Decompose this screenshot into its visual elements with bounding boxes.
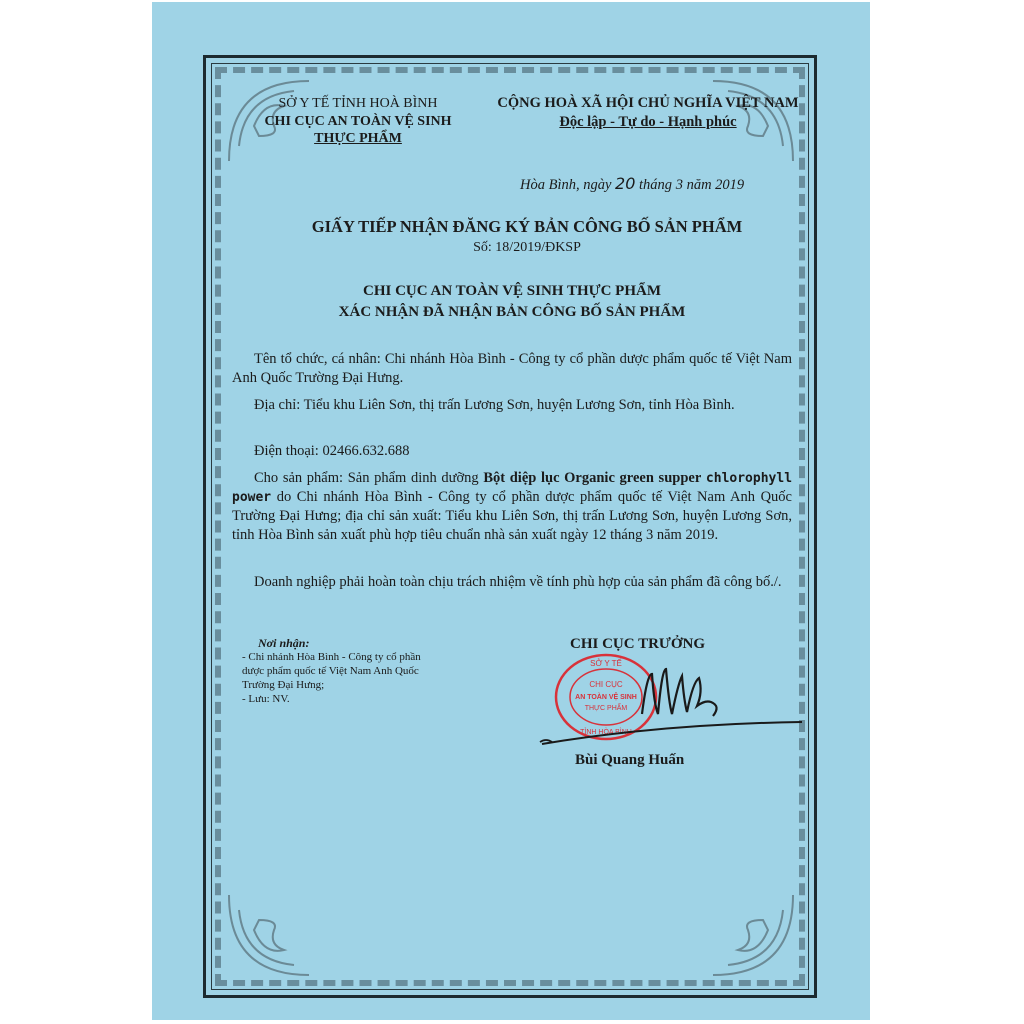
responsibility-paragraph: Doanh nghiệp phải hoàn toàn chịu trách nhiệm về tính phù hợp của sản phẩm đã công bố./.: [254, 574, 782, 590]
agency-name-line1: CHI CỤC AN TOÀN VỆ SINH: [264, 114, 452, 129]
date-prefix: Hòa Bình, ngày: [520, 177, 612, 193]
address-paragraph: Địa chỉ: Tiểu khu Liên Sơn, thị trấn Lương Sơn, huyện Lương Sơn, tỉnh Hòa Bình.: [254, 397, 735, 413]
date-year-label: năm: [686, 177, 712, 193]
handwritten-signature: [532, 656, 802, 756]
national-title: CỘNG HOÀ XÃ HỘI CHỦ NGHĨA VIỆT NAM: [497, 95, 799, 111]
product-intro: Cho sản phẩm: Sản phẩm dinh dưỡng: [254, 470, 484, 486]
product-name-suffix: chlorophyll power: [232, 471, 793, 505]
product-name: Bột diệp lục Organic green supper: [483, 470, 702, 486]
stamp-middle-text-2: AN TOÀN VỆ SINH: [575, 694, 637, 701]
issue-date: [520, 174, 744, 194]
recipients-block: [232, 636, 432, 706]
date-year: 2019: [715, 177, 745, 193]
stamp-middle-text-1: CHI CỤC: [589, 680, 623, 689]
date-month-label: tháng: [639, 177, 673, 193]
recipient-2: - Lưu: NV.: [242, 693, 290, 705]
agency-name-line2: [232, 130, 484, 147]
signer-name: Bùi Quang Huấn: [575, 752, 685, 768]
organization-paragraph: Tên tổ chức, cá nhân: Chi nhánh Hòa Bình - Công ty cổ phần dược phẩm quốc tế Việt Nam Anh Quốc Trường Đại Hưng.: [232, 351, 792, 386]
confirming-agency: CHI CỤC AN TOÀN VỆ SINH THỰC PHẨM: [363, 283, 661, 299]
document-number: Số: 18/2019/ĐKSP: [473, 240, 581, 255]
date-month: 3: [675, 177, 683, 193]
confirmation-statement: XÁC NHẬN ĐÃ NHẬN BẢN CÔNG BỐ SẢN PHẨM: [338, 304, 686, 320]
agency-name-line2-text: THỰC PHẨM: [314, 131, 402, 146]
recipients-label: Nơi nhận:: [258, 636, 310, 650]
phone-paragraph: Điện thoại: 02466.632.688: [254, 443, 410, 459]
recipient-1: - Chi nhánh Hòa Bình - Công ty cổ phần dược phẩm quốc tế Việt Nam Anh Quốc Trường Đại Hưng;: [242, 651, 421, 691]
signer-title: CHI CỤC TRƯỞNG: [570, 636, 706, 652]
stamp-top-text: SỞ Y TẾ: [590, 659, 622, 668]
agency-parent: SỞ Y TẾ TỈNH HOÀ BÌNH: [278, 96, 438, 111]
date-day: 20: [615, 174, 636, 193]
document-title: GIẤY TIẾP NHẬN ĐĂNG KÝ BẢN CÔNG BỐ SẢN PHẨM: [311, 217, 743, 236]
national-motto: [480, 114, 816, 131]
stamp-bottom-text: TỈNH HÒA BÌNH: [580, 729, 632, 736]
product-paragraph: [232, 469, 792, 545]
product-details: do Chi nhánh Hòa Bình - Công ty cổ phần dược phẩm quốc tế Việt Nam Anh Quốc Trường Đại Hưng; địa chỉ sản xuất: Tiểu khu Liên Sơn, thị trấn Lương Sơn, huyện Lương Sơn, tỉnh Hòa Bình sản xuất phù hợp tiêu chuẩn nhà sản xuất ngày 12 tháng 3 năm 2019.: [232, 489, 792, 543]
corner-ornament-bottom-right: [708, 890, 798, 980]
national-motto-text: Độc lập - Tự do - Hạnh phúc: [559, 114, 737, 130]
stamp-middle-text-3: THỰC PHẨM: [584, 705, 628, 712]
corner-ornament-bottom-left: [224, 890, 314, 980]
